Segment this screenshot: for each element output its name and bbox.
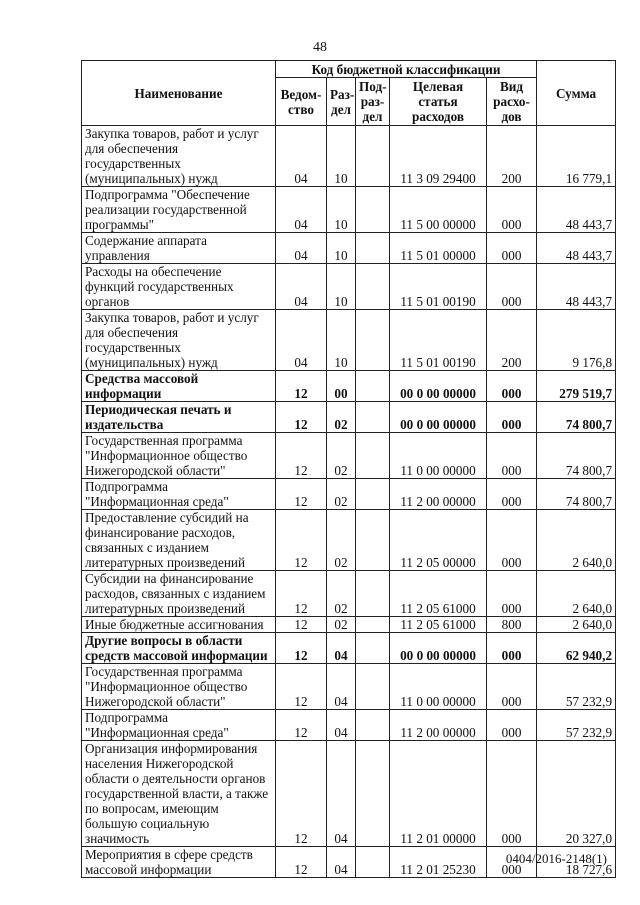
table-row — [82, 433, 616, 479]
table-row — [82, 741, 616, 847]
cell-razdel: 04 — [327, 664, 356, 710]
cell-target-article: 00 0 00 00000 — [390, 402, 487, 433]
cell-sum: 16 779,1 — [537, 126, 616, 187]
cell-sum: 20 327,0 — [537, 741, 616, 847]
table-row — [82, 402, 616, 433]
cell-podrazdel — [356, 664, 390, 710]
header-name: Наименование — [82, 61, 276, 126]
cell-razdel: 00 — [327, 371, 356, 402]
cell-target-article: 11 2 05 61000 — [390, 571, 487, 617]
table-row — [82, 710, 616, 741]
cell-target-article: 11 2 05 00000 — [390, 510, 487, 571]
cell-name: Подпрограмма "Информационная среда" — [82, 710, 276, 741]
cell-podrazdel — [356, 571, 390, 617]
cell-podrazdel — [356, 510, 390, 571]
cell-expense-type: 000 — [487, 847, 537, 878]
cell-expense-type: 000 — [487, 264, 537, 310]
table-row — [82, 510, 616, 571]
cell-expense-type: 000 — [487, 710, 537, 741]
cell-razdel: 02 — [327, 510, 356, 571]
cell-razdel: 04 — [327, 741, 356, 847]
cell-razdel: 10 — [327, 264, 356, 310]
cell-target-article: 00 0 00 00000 — [390, 371, 487, 402]
cell-name: Подпрограмма "Обеспечение реализации государственной программы" — [82, 187, 276, 233]
cell-podrazdel — [356, 371, 390, 402]
cell-vedomstvo: 12 — [276, 710, 327, 741]
cell-expense-type: 800 — [487, 617, 537, 633]
cell-expense-type: 000 — [487, 571, 537, 617]
cell-vedomstvo: 12 — [276, 402, 327, 433]
cell-expense-type: 000 — [487, 633, 537, 664]
cell-target-article: 11 5 01 00190 — [390, 310, 487, 371]
header-expense-type: Вид расхо-дов — [487, 78, 537, 126]
cell-name: Иные бюджетные ассигнования — [82, 617, 276, 633]
cell-razdel: 02 — [327, 571, 356, 617]
cell-podrazdel — [356, 847, 390, 878]
cell-name: Закупка товаров, работ и услуг для обеспечения государственных (муниципальных) нужд — [82, 310, 276, 371]
cell-vedomstvo: 04 — [276, 264, 327, 310]
cell-expense-type: 000 — [487, 664, 537, 710]
cell-sum: 57 232,9 — [537, 710, 616, 741]
cell-target-article: 00 0 00 00000 — [390, 633, 487, 664]
cell-target-article: 11 5 00 00000 — [390, 187, 487, 233]
cell-sum: 74 800,7 — [537, 433, 616, 479]
cell-vedomstvo: 04 — [276, 233, 327, 264]
header-razdel: Раз-дел — [327, 78, 356, 126]
cell-expense-type: 200 — [487, 310, 537, 371]
table-row — [82, 664, 616, 710]
cell-name: Другие вопросы в области средств массовой информации — [82, 633, 276, 664]
cell-sum: 62 940,2 — [537, 633, 616, 664]
cell-expense-type: 000 — [487, 433, 537, 479]
cell-expense-type: 000 — [487, 479, 537, 510]
cell-sum: 18 727,6 — [537, 847, 616, 878]
cell-sum: 2 640,0 — [537, 617, 616, 633]
cell-vedomstvo: 12 — [276, 741, 327, 847]
cell-target-article: 11 2 00 00000 — [390, 479, 487, 510]
cell-sum: 2 640,0 — [537, 510, 616, 571]
cell-razdel: 10 — [327, 187, 356, 233]
cell-name: Мероприятия в сфере средств массовой информации — [82, 847, 276, 878]
header-vedomstvo: Ведом-ство — [276, 78, 327, 126]
cell-podrazdel — [356, 617, 390, 633]
cell-vedomstvo: 12 — [276, 571, 327, 617]
cell-name: Содержание аппарата управления — [82, 233, 276, 264]
cell-name: Организация информирования населения Нижегородской области о деятельности органов государственной власти, а также по вопросам, имеющим большую социальную значимость — [82, 741, 276, 847]
cell-target-article: 11 2 01 25230 — [390, 847, 487, 878]
cell-name: Средства массовой информации — [82, 371, 276, 402]
table-body — [82, 126, 616, 878]
cell-expense-type: 000 — [487, 510, 537, 571]
cell-sum: 74 800,7 — [537, 402, 616, 433]
cell-sum: 2 640,0 — [537, 571, 616, 617]
cell-razdel: 10 — [327, 126, 356, 187]
cell-podrazdel — [356, 187, 390, 233]
cell-razdel: 02 — [327, 433, 356, 479]
cell-razdel: 04 — [327, 847, 356, 878]
table-row — [82, 633, 616, 664]
cell-expense-type: 000 — [487, 741, 537, 847]
cell-target-article: 11 2 01 00000 — [390, 741, 487, 847]
cell-target-article: 11 3 09 29400 — [390, 126, 487, 187]
table-row — [82, 571, 616, 617]
cell-podrazdel — [356, 710, 390, 741]
cell-vedomstvo: 04 — [276, 187, 327, 233]
table-row — [82, 126, 616, 187]
cell-podrazdel — [356, 233, 390, 264]
cell-name: Государственная программа "Информационное общество Нижегородской области" — [82, 664, 276, 710]
cell-razdel: 02 — [327, 617, 356, 633]
cell-name: Закупка товаров, работ и услуг для обеспечения государственных (муниципальных) нужд — [82, 126, 276, 187]
table-row — [82, 310, 616, 371]
cell-sum: 48 443,7 — [537, 264, 616, 310]
cell-expense-type: 000 — [487, 187, 537, 233]
cell-name: Государственная программа "Информационное общество Нижегородской области" — [82, 433, 276, 479]
table-row — [82, 371, 616, 402]
cell-vedomstvo: 12 — [276, 633, 327, 664]
cell-target-article: 11 5 01 00190 — [390, 264, 487, 310]
cell-target-article: 11 5 01 00000 — [390, 233, 487, 264]
cell-razdel: 04 — [327, 710, 356, 741]
header-sum: Сумма — [537, 61, 616, 126]
cell-razdel: 10 — [327, 310, 356, 371]
cell-name: Предоставление субсидий на финансирование расходов, связанных с изданием литературных произведений — [82, 510, 276, 571]
cell-expense-type: 000 — [487, 402, 537, 433]
cell-podrazdel — [356, 126, 390, 187]
cell-podrazdel — [356, 633, 390, 664]
cell-target-article: 11 0 00 00000 — [390, 433, 487, 479]
cell-sum: 48 443,7 — [537, 233, 616, 264]
cell-podrazdel — [356, 433, 390, 479]
cell-vedomstvo: 12 — [276, 847, 327, 878]
cell-vedomstvo: 12 — [276, 510, 327, 571]
cell-vedomstvo: 04 — [276, 310, 327, 371]
header-classification-group: Код бюджетной классификации — [276, 61, 537, 78]
table-row — [82, 187, 616, 233]
cell-vedomstvo: 04 — [276, 126, 327, 187]
cell-expense-type: 000 — [487, 233, 537, 264]
document-code: 0404/2016-2148(1) — [505, 851, 607, 866]
cell-vedomstvo: 12 — [276, 664, 327, 710]
cell-target-article: 11 2 00 00000 — [390, 710, 487, 741]
cell-vedomstvo: 12 — [276, 371, 327, 402]
cell-podrazdel — [356, 741, 390, 847]
header-target-article: Целевая статья расходов — [390, 78, 487, 126]
cell-expense-type: 200 — [487, 126, 537, 187]
budget-table — [81, 60, 616, 878]
cell-vedomstvo: 12 — [276, 479, 327, 510]
cell-target-article: 11 0 00 00000 — [390, 664, 487, 710]
cell-sum: 74 800,7 — [537, 479, 616, 510]
table-row — [82, 479, 616, 510]
page-number: 48 — [313, 40, 327, 55]
cell-sum: 279 519,7 — [537, 371, 616, 402]
cell-sum: 57 232,9 — [537, 664, 616, 710]
table-row — [82, 617, 616, 633]
cell-vedomstvo: 12 — [276, 433, 327, 479]
cell-name: Подпрограмма "Информационная среда" — [82, 479, 276, 510]
cell-podrazdel — [356, 479, 390, 510]
cell-sum: 48 443,7 — [537, 187, 616, 233]
cell-podrazdel — [356, 402, 390, 433]
cell-razdel: 10 — [327, 233, 356, 264]
cell-podrazdel — [356, 310, 390, 371]
cell-podrazdel — [356, 264, 390, 310]
cell-sum: 9 176,8 — [537, 310, 616, 371]
header-podrazdel: Под-раз-дел — [356, 78, 390, 126]
cell-razdel: 04 — [327, 633, 356, 664]
cell-razdel: 02 — [327, 479, 356, 510]
cell-razdel: 02 — [327, 402, 356, 433]
cell-name: Субсидии на финансирование расходов, связанных с изданием литературных произведений — [82, 571, 276, 617]
cell-vedomstvo: 12 — [276, 617, 327, 633]
cell-name: Расходы на обеспечение функций государственных органов — [82, 264, 276, 310]
table-row — [82, 233, 616, 264]
table-row — [82, 264, 616, 310]
cell-name: Периодическая печать и издательства — [82, 402, 276, 433]
cell-target-article: 11 2 05 61000 — [390, 617, 487, 633]
cell-expense-type: 000 — [487, 371, 537, 402]
